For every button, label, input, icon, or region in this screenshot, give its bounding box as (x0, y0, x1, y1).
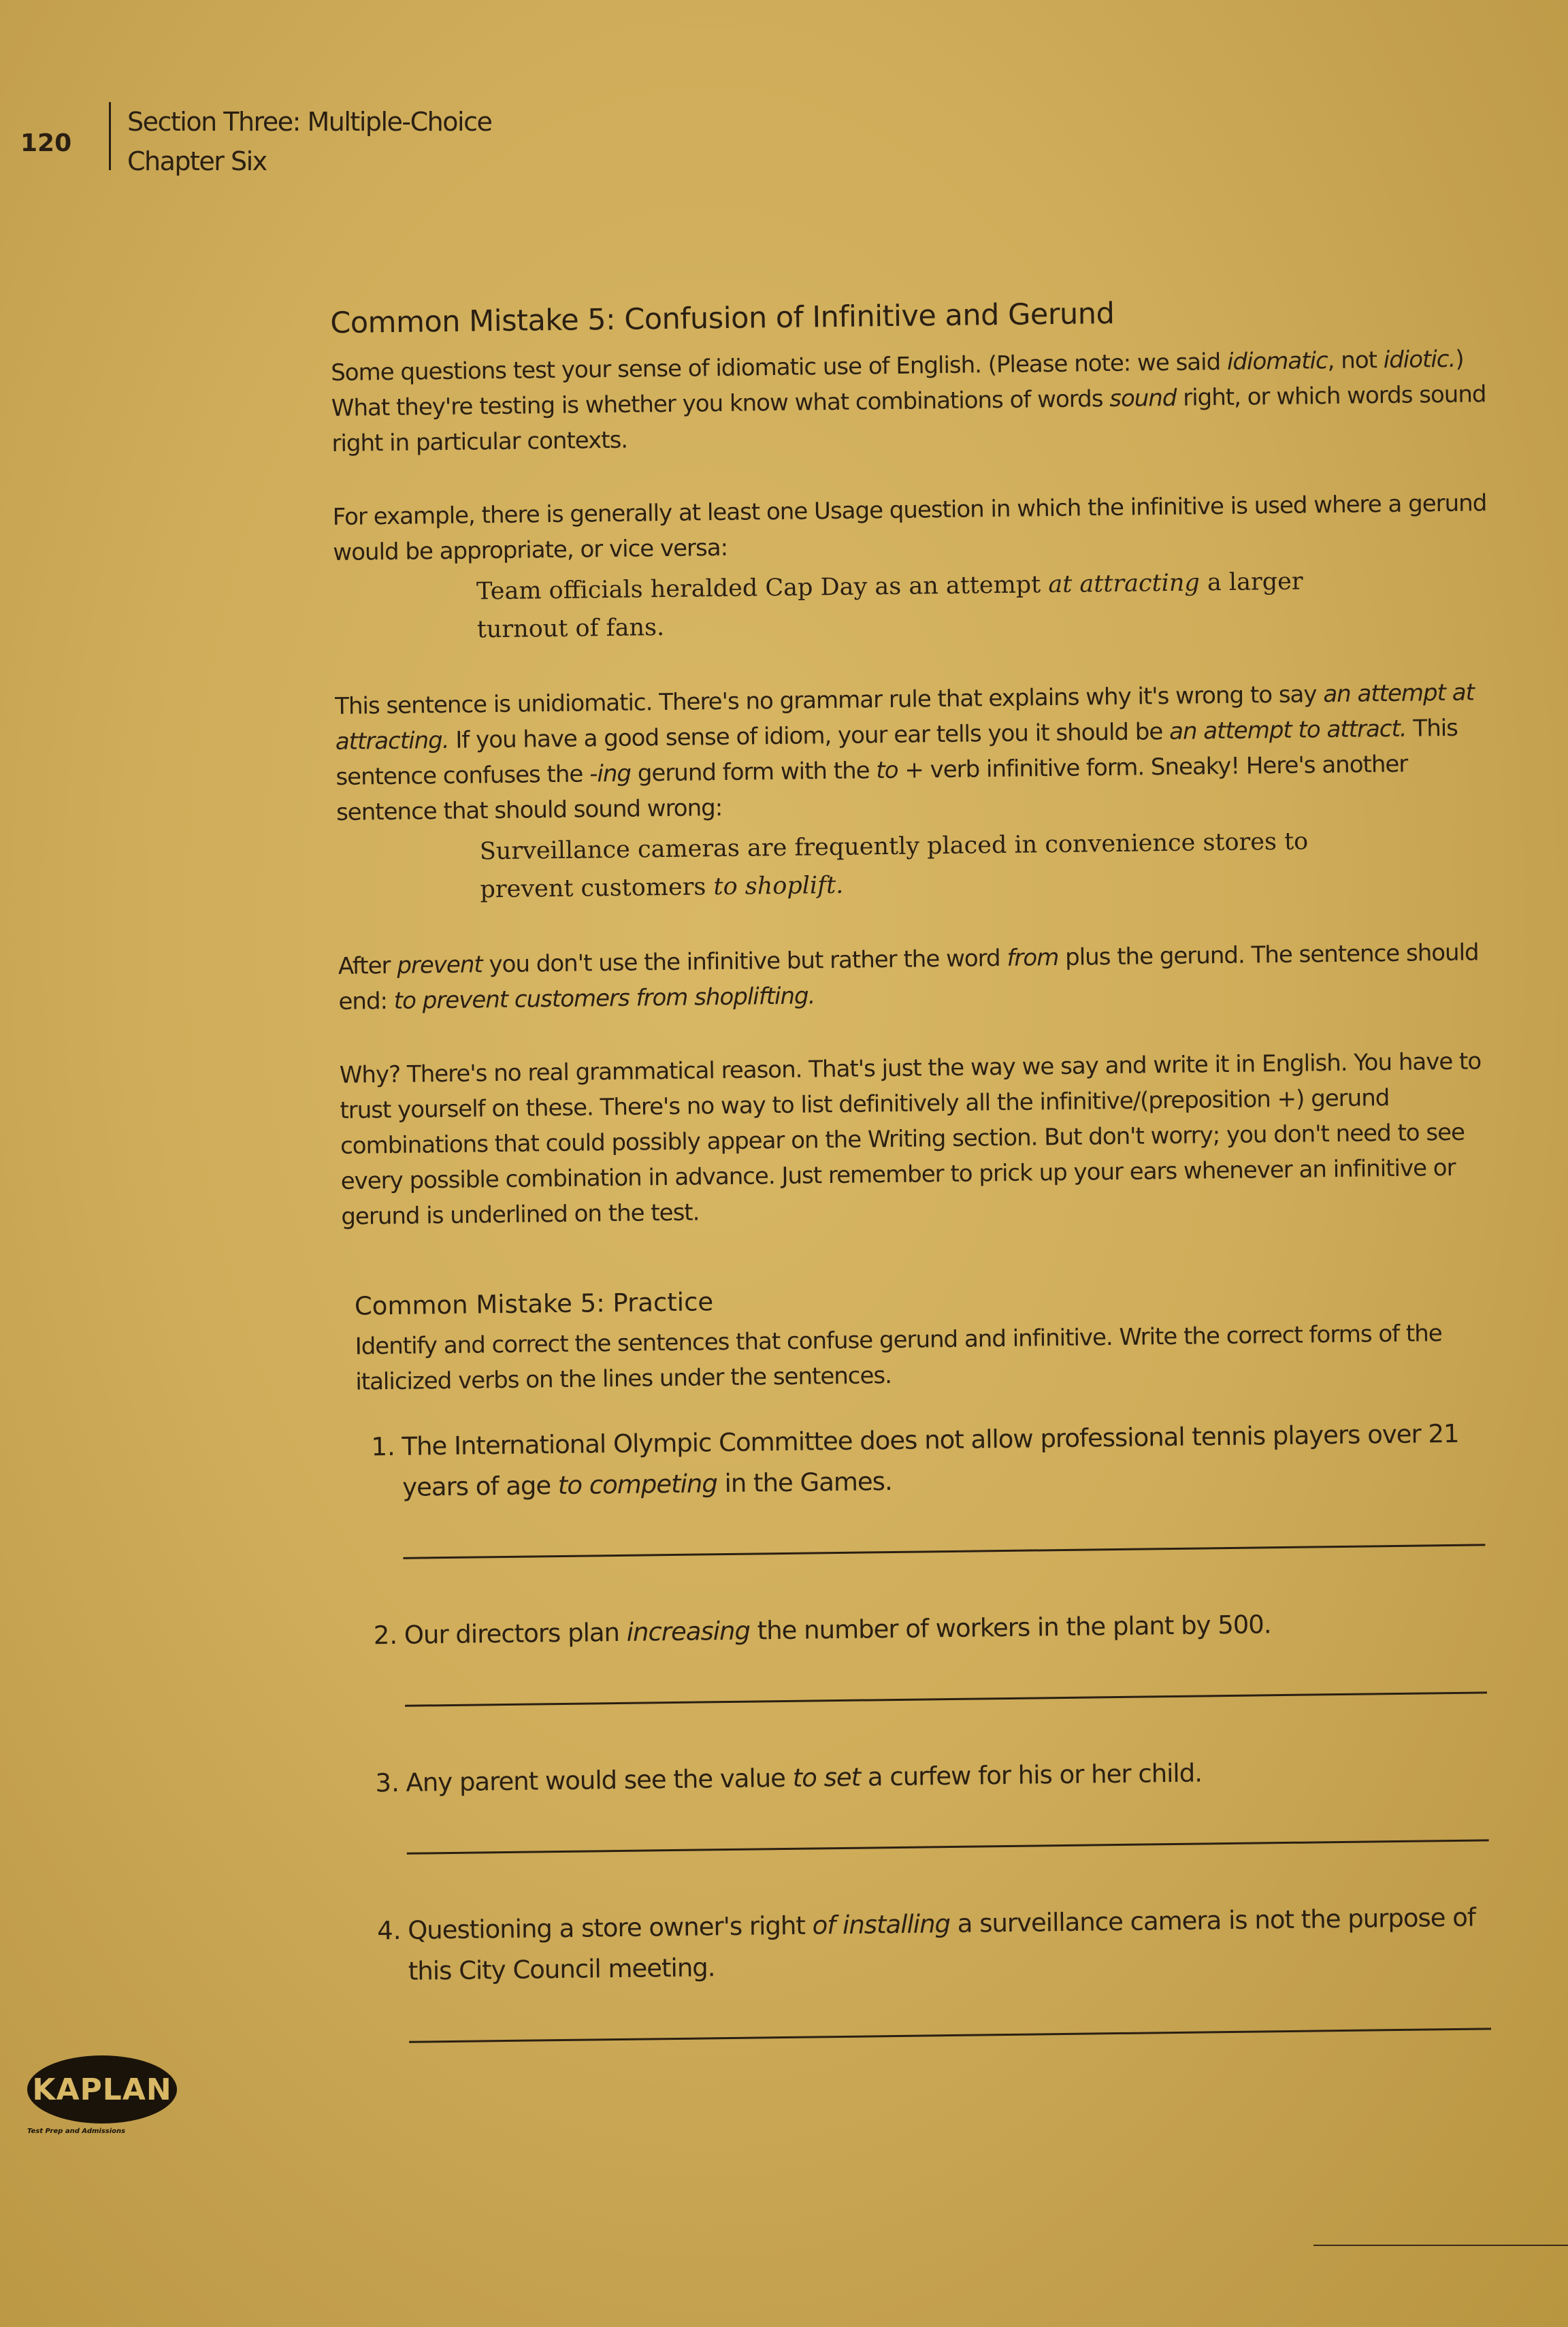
header-titles (127, 102, 491, 181)
item-sentence (402, 1413, 1515, 1508)
italic-run: to set (792, 1762, 861, 1793)
text-run: Team officials heralded Cap Day as an attempt (476, 571, 1049, 606)
text-run: gerund form with the (630, 757, 877, 787)
logo-badge (27, 2055, 177, 2123)
item-body (408, 1897, 1522, 2099)
item-body (404, 1601, 1518, 1763)
text-run: a larger turnout of fans. (476, 568, 1303, 644)
practice-instructions: Identify and correct the sentences that confuse gerund and infinitive. Write the correct forms of the italicized verbs on the lines under the sentences. (355, 1320, 1442, 1396)
italic-run: -ing (589, 760, 632, 788)
italic-run: at attracting (1048, 569, 1200, 599)
italic-run: idiotic. (1383, 345, 1456, 374)
italic-run: from (1007, 943, 1059, 972)
page-number: 120 (20, 129, 72, 157)
prevent-paragraph (338, 934, 1509, 1020)
practice-list (344, 1413, 1522, 2100)
italic-run: sound (1109, 384, 1177, 413)
text-run: in the Games. (717, 1467, 892, 1499)
text-run: Any parent would see the value (406, 1763, 793, 1797)
italic-run: to (876, 756, 898, 785)
text-run: Our directors plan (404, 1617, 627, 1650)
logo-tagline: Test Prep and Admissions (27, 2128, 126, 2135)
header-divider (109, 102, 111, 170)
page-edge-line (1313, 2245, 1568, 2246)
text-run: ) What they're testing is whether you know what combinations of words (331, 345, 1464, 422)
text-run: Some questions test your sense of idiomatic use of English. (Please note: we said (330, 348, 1228, 387)
answer-line[interactable] (409, 2028, 1491, 2043)
text-run: This sentence is unidiomatic. There's no grammar rule that explains why it's wrong to say (334, 681, 1324, 720)
logo-wordmark: KAPLAN (32, 2072, 172, 2107)
italic-run: of installing (812, 1909, 951, 1940)
text-run: you don't use the infinitive but rather the word (482, 944, 1007, 979)
italic-run: prevent (397, 951, 483, 979)
practice-title: Common Mistake 5: Practice (354, 1287, 714, 1321)
text-run: This sentence confuses the (336, 714, 1458, 791)
section-label: Section Three: Multiple-Choice (127, 107, 492, 137)
text-run: Surveillance cameras are frequently placed in convenience stores to prevent customers (479, 828, 1309, 904)
kaplan-logo (27, 2055, 177, 2135)
answer-line[interactable] (403, 1544, 1485, 1559)
text-run: right, or which words sound right in particular contexts. (331, 380, 1486, 457)
text-run: the number of workers in the plant by 500. (749, 1610, 1271, 1646)
why-paragraph: Why? There's no real grammatical reason. That's just the way we say and write it in English. You have to trust yourself on these. There's no way to list definitively all the infinitive/(preposition +) gerund combinations that could possibly appear on the Writing section. But don't worry; you don't need to see every possible combination in advance. Just remember to prick up your ears whenever an infinitive or gerund is underlined on the test. (339, 1047, 1482, 1231)
running-header (20, 102, 491, 181)
main-content (330, 292, 1522, 2100)
italic-run: an attempt at attracting. (335, 679, 1475, 755)
item-number: 2. (373, 1620, 398, 1650)
intro-paragraph (331, 341, 1503, 461)
text-run: a surveillance camera is not the purpose of this City Council meeting. (408, 1902, 1476, 1986)
item-body (402, 1413, 1516, 1615)
italic-run: increasing (626, 1616, 751, 1647)
practice-item (377, 1897, 1522, 2100)
text-run: , not (1327, 346, 1384, 375)
item-body (406, 1749, 1520, 1910)
item-number: 1. (371, 1431, 396, 1462)
item-number: 3. (375, 1768, 400, 1798)
italic-run: an attempt to attract. (1169, 715, 1407, 745)
text-run: + verb infinitive form. Sneaky! Here's another sentence that should sound wrong: (336, 750, 1408, 826)
italic-run: to prevent customers from shoplifting. (393, 982, 815, 1015)
practice-item (371, 1413, 1516, 1616)
item-number: 4. (376, 1915, 402, 1946)
answer-line[interactable] (405, 1691, 1487, 1706)
text-run: plus the gerund. The sentence should end: (338, 939, 1479, 1015)
practice-item (375, 1749, 1520, 1911)
section-title: Common Mistake 5: Confusion of Infinitive and Gerund (330, 296, 1115, 340)
practice-item (374, 1601, 1519, 1763)
explanation-paragraph (335, 674, 1507, 830)
italic-run: idiomatic (1226, 347, 1328, 376)
text-run: After (338, 951, 397, 980)
chapter-label: Chapter Six (127, 146, 267, 176)
text-run: If you have a good sense of idiom, your ear tells you it should be (448, 717, 1170, 754)
answer-line[interactable] (407, 1839, 1489, 1854)
italic-run: to shoplift. (713, 871, 844, 901)
example-sentence-2 (479, 822, 1310, 909)
text-run: Questioning a store owner's right (407, 1910, 813, 1945)
item-sentence (408, 1897, 1521, 1992)
example-sentence-1 (476, 563, 1307, 649)
text-run: The International Olympic Committee does not allow professional tennis players over 21 years of age (402, 1418, 1459, 1502)
italic-run: to competing (557, 1469, 718, 1501)
example-intro-paragraph: For example, there is generally at least one Usage question in which the infinitive is used where a gerund would be appropriate, or vice versa: (332, 489, 1487, 566)
text-run: a curfew for his or her child. (860, 1758, 1203, 1792)
